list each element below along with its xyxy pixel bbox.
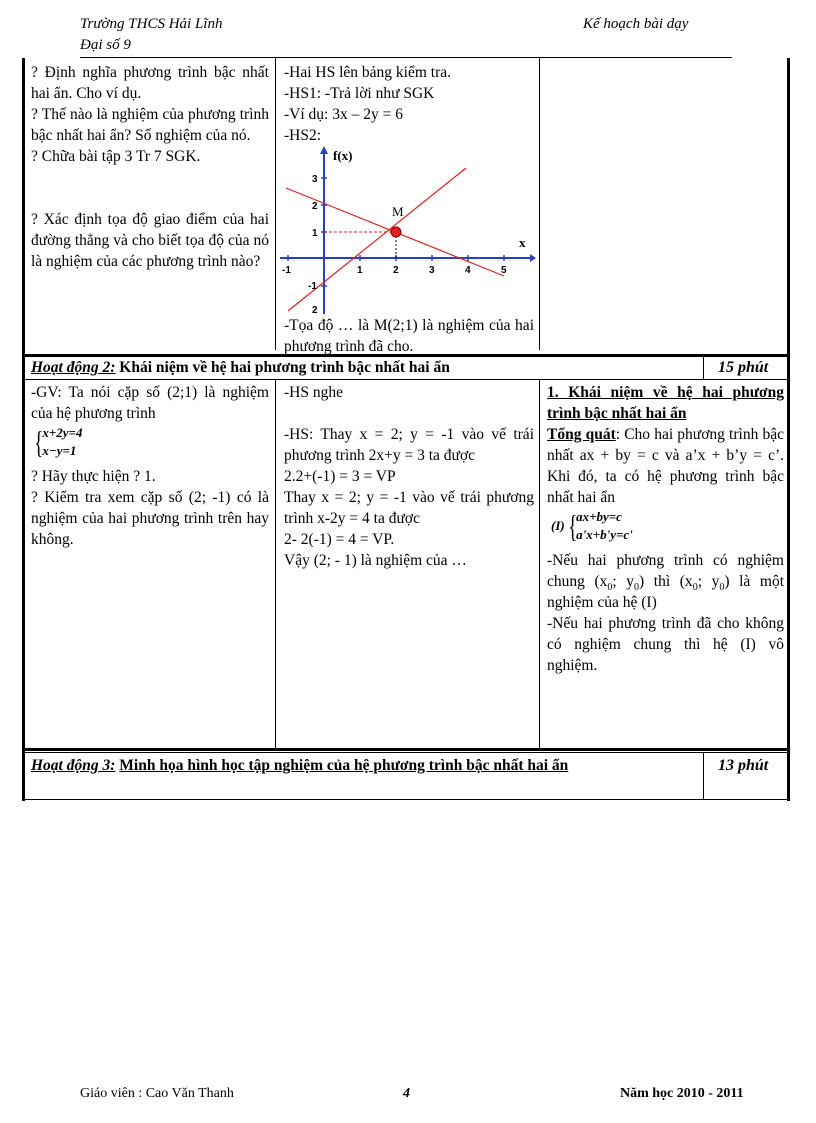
x-tick-label: 3 bbox=[429, 265, 435, 276]
note-part: -Nếu hai phương trình có nghiệm chung (x bbox=[547, 552, 784, 590]
y-tick-label: -1 bbox=[308, 281, 317, 292]
activity2-title: Khái niệm về hệ hai phương trình bậc nhất hai ẩn bbox=[119, 359, 450, 376]
subscript: 0 bbox=[692, 582, 698, 594]
footer-year: Năm học 2010 - 2011 bbox=[620, 1086, 744, 1101]
system-name: (I) bbox=[551, 518, 565, 533]
school-name: Trường THCS Hải Lĩnh bbox=[80, 16, 223, 32]
x-tick-label: 1 bbox=[357, 265, 363, 276]
row2-student bbox=[284, 382, 534, 571]
point-m-label: M bbox=[392, 204, 404, 219]
general-statement bbox=[547, 424, 784, 508]
system-line: a'x+b'y=c' bbox=[576, 527, 633, 542]
row2-teacher bbox=[31, 382, 269, 550]
header-left bbox=[80, 14, 222, 56]
y-tick-label: 1 bbox=[312, 228, 318, 239]
activity2-heading bbox=[31, 357, 701, 378]
student-line: -HS1: -Trả lời như SGK bbox=[284, 85, 435, 102]
x-tick-labels bbox=[282, 265, 507, 276]
question: ? Chữa bài tập 3 Tr 7 SGK. bbox=[31, 148, 201, 165]
note-part: ; y bbox=[697, 573, 720, 590]
system-line: ax+by=c bbox=[576, 509, 622, 524]
row-divider bbox=[22, 799, 790, 800]
row-divider bbox=[22, 748, 790, 751]
content-heading: 1. Khái niệm về hệ hai phương trình bậc nhất hai ẩn bbox=[547, 384, 784, 422]
col-line bbox=[539, 58, 540, 350]
y-tick-label: 2 bbox=[312, 201, 318, 212]
lesson-table bbox=[22, 58, 790, 801]
subject-name: Đại số 9 bbox=[80, 37, 131, 53]
activity3-heading bbox=[31, 755, 691, 776]
activity3-title: Minh họa hình học tập nghiệm của hệ phương trình bậc nhất hai ẩn bbox=[119, 757, 569, 774]
row2-content bbox=[547, 382, 784, 676]
x-axis-arrow bbox=[530, 254, 536, 262]
col-line bbox=[703, 357, 704, 379]
y-axis-arrow bbox=[320, 146, 328, 154]
system-line: x+2y=4 bbox=[42, 425, 83, 440]
teacher-question: ? Hãy thực hiện ? 1. bbox=[31, 468, 156, 485]
subscript: 0 bbox=[719, 582, 725, 594]
student-line: 2- 2(-1) = 4 = VP. bbox=[284, 531, 395, 548]
row1-teacher bbox=[31, 62, 269, 272]
student-line: -HS: Thay x = 2; y = -1 vào vế trái phương trình 2x+y = 3 ta được bbox=[284, 426, 534, 464]
col-line bbox=[275, 380, 276, 749]
student-line: Vậy (2; - 1) là nghiệm của … bbox=[284, 552, 467, 569]
teacher-intro: -GV: Ta nói cặp số (2;1) là nghiệm của hệ phương trình bbox=[31, 384, 269, 422]
col-line bbox=[275, 58, 276, 350]
note-part: ) là một nghiệm của hệ (I) bbox=[547, 573, 784, 611]
graph bbox=[280, 146, 536, 314]
activity2-time: 15 phút bbox=[718, 359, 769, 376]
subscript: 0 bbox=[607, 582, 613, 594]
brace-symbol: { bbox=[567, 508, 578, 544]
activity2-label: Hoạt động 2: bbox=[31, 359, 116, 376]
activity3-time: 13 phút bbox=[718, 757, 769, 774]
note-part: ; y bbox=[612, 573, 635, 590]
teacher-question: ? Kiểm tra xem cặp số (2; -1) có là nghiệm của hai phương trình trên hay không. bbox=[31, 489, 269, 548]
row-divider bbox=[22, 379, 790, 380]
student-line: -HS nghe bbox=[284, 384, 343, 401]
question: ? Định nghĩa phương trình bậc nhất hai ẩn. Cho ví dụ. bbox=[31, 64, 269, 102]
point-m bbox=[391, 227, 401, 237]
x-axis-label: x bbox=[519, 235, 526, 250]
student-line: -Hai HS lên bảng kiểm tra. bbox=[284, 64, 452, 81]
note-part: ) thì (x bbox=[639, 573, 693, 590]
row1-student bbox=[284, 62, 534, 146]
question: ? Xác định tọa độ giao điểm của hai đường thẳng và cho biết tọa độ của nó là nghiệm của các phương trình nào? bbox=[31, 211, 269, 270]
note-common-solution bbox=[547, 550, 784, 613]
system-line: x−y=1 bbox=[42, 443, 77, 458]
general-system bbox=[551, 508, 784, 550]
general-label: Tổng quát bbox=[547, 426, 616, 443]
y-axis-label: f(x) bbox=[333, 148, 353, 163]
question: ? Thế nào là nghiệm của phương trình bậc nhất hai ẩn? Số nghiệm của nó. bbox=[31, 106, 269, 144]
doc-title: Kế hoạch bài dạy bbox=[583, 16, 689, 32]
col-line bbox=[703, 753, 704, 799]
row-divider bbox=[22, 752, 790, 753]
brace-symbol: { bbox=[34, 424, 44, 460]
row1-student-conclusion: -Tọa độ … là M(2;1) là nghiệm của hai phương trình đã cho. bbox=[284, 317, 534, 355]
x-tick-label: 4 bbox=[465, 265, 471, 276]
x-tick-label: 2 bbox=[393, 265, 399, 276]
student-line: -Ví dụ: 3x – 2y = 6 bbox=[284, 106, 403, 123]
page-number: 4 bbox=[403, 1086, 410, 1101]
table-border-left bbox=[22, 58, 25, 801]
equation-system bbox=[31, 424, 269, 464]
x-tick-label: -1 bbox=[282, 265, 291, 276]
student-line: -HS2: bbox=[284, 127, 322, 144]
general-text: : Cho hai phương trình bậc nhất ax + by = c và a’x + b’y = c’. Khi đó, ta có hệ phương trình bậc nhất hai ẩn bbox=[547, 426, 784, 506]
student-line: 2.2+(-1) = 3 = VP bbox=[284, 468, 396, 485]
subscript: 0 bbox=[634, 582, 640, 594]
student-line: Thay x = 2; y = -1 vào vế trái phương trình x-2y = 4 ta được bbox=[284, 489, 534, 527]
y-tick-label: 2 bbox=[312, 305, 318, 314]
activity3-label: Hoạt động 3: bbox=[31, 757, 116, 774]
x-tick-label: 5 bbox=[501, 265, 507, 276]
note-no-solution: -Nếu hai phương trình đã cho không có nghiệm chung thì hệ (I) vô nghiệm. bbox=[547, 615, 784, 674]
table-border-right bbox=[787, 58, 790, 801]
y-tick-label: 3 bbox=[312, 174, 318, 185]
col-line bbox=[539, 380, 540, 749]
footer-teacher: Giáo viên : Cao Văn Thanh bbox=[80, 1086, 234, 1101]
